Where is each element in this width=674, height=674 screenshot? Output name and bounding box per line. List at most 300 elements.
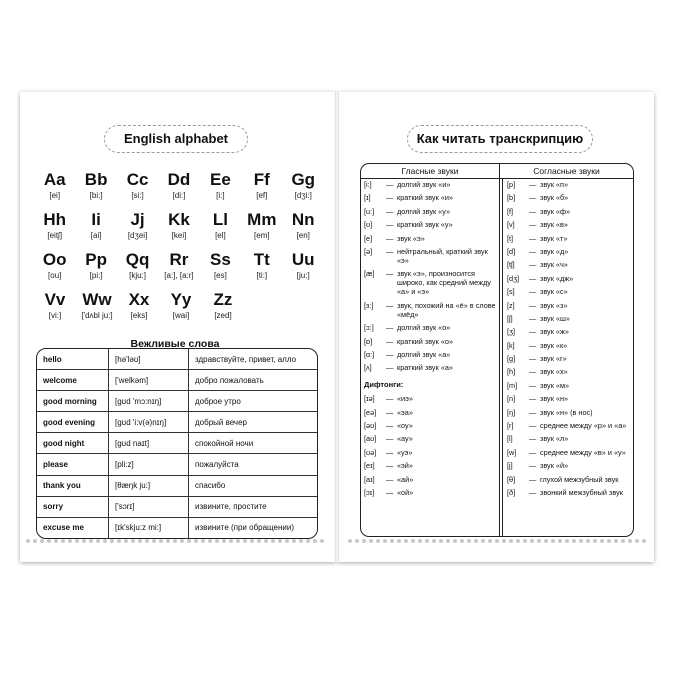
polite-russian: извините (при обращении) <box>195 523 295 533</box>
dash: — <box>529 287 537 297</box>
perforation-dot <box>250 539 254 543</box>
letter-transcription: [eitʃ] <box>47 231 63 240</box>
sound-meaning: звук «ш» <box>540 313 570 323</box>
sound-symbol: [ə] <box>364 246 373 256</box>
diphthong-item <box>364 434 497 443</box>
letter-transcription: [i:] <box>216 191 225 200</box>
polite-transcription: [θæŋk ju:] <box>109 476 189 496</box>
letter-pair: Aa <box>43 170 66 189</box>
sound-meaning: звук, похожий на «ё» в слове «мёд» <box>397 300 496 319</box>
diphthongs-list <box>364 394 497 497</box>
alphabet-letter <box>202 290 244 330</box>
diphthong-item <box>364 461 497 470</box>
letter-transcription: [bi:] <box>89 191 103 200</box>
letter-pair: Ss <box>210 250 231 269</box>
letter-pair: Hh <box>43 210 67 229</box>
sound-meaning: звук «н» <box>540 394 569 404</box>
alphabet-letter <box>160 290 202 330</box>
perforation-dot <box>404 539 408 543</box>
letter-pair: Ii <box>91 210 101 229</box>
dash: — <box>529 260 537 270</box>
dash: — <box>386 421 394 431</box>
dash: — <box>386 220 394 230</box>
polite-russian: спокойной ночи <box>195 438 254 448</box>
polite-transcription: [pli:z] <box>109 454 189 474</box>
alphabet-letter <box>117 210 158 250</box>
polite-transcription: [gʊd 'i:v(ə)nɪŋ] <box>109 412 189 432</box>
vowel-item <box>364 193 497 202</box>
diphthong-item <box>364 488 497 497</box>
perforation-dot <box>642 539 646 543</box>
alphabet-letter <box>158 170 199 210</box>
dash: — <box>386 300 394 310</box>
perforation-dot <box>138 539 142 543</box>
dash: — <box>529 367 537 377</box>
polite-row <box>37 453 317 474</box>
perforation-dot <box>40 539 44 543</box>
vowel-item <box>364 247 497 265</box>
letter-transcription: [ai] <box>90 231 102 240</box>
dash: — <box>529 340 537 350</box>
sound-meaning: звук «дж» <box>540 273 574 283</box>
dash: — <box>386 323 394 333</box>
perforation-dot <box>628 539 632 543</box>
polite-russian: доброе утро <box>195 396 241 406</box>
dash: — <box>386 246 394 256</box>
dash: — <box>529 300 537 310</box>
dash: — <box>529 474 537 484</box>
perforation-dot <box>516 539 520 543</box>
perforation-dot <box>124 539 128 543</box>
perforation-dot <box>180 539 184 543</box>
consonant-item <box>507 220 631 229</box>
letter-pair: Qq <box>125 250 150 269</box>
sound-symbol: [aʊ] <box>364 434 377 444</box>
sound-symbol: [ɔ:] <box>364 323 374 333</box>
consonant-item <box>507 488 631 497</box>
letter-pair: Tt <box>253 250 270 269</box>
sound-symbol: [m] <box>507 380 518 390</box>
perforation-dot <box>572 539 576 543</box>
dash: — <box>386 233 394 243</box>
consonant-item <box>507 314 631 323</box>
letter-transcription: ['dʌbl ju:] <box>81 311 113 320</box>
alphabet-letter <box>117 250 158 290</box>
perforation-dot <box>481 539 485 543</box>
alphabet-letter <box>241 250 282 290</box>
perforation-dot <box>369 539 373 543</box>
polite-english: sorry <box>37 497 109 517</box>
vowels-column <box>364 180 497 501</box>
dash: — <box>386 434 394 444</box>
sound-meaning: звук «п» <box>540 180 568 189</box>
sound-symbol: [aɪ] <box>364 474 375 484</box>
alphabet-letter <box>76 290 118 330</box>
dash: — <box>529 193 537 203</box>
perforation-dot <box>117 539 121 543</box>
perforation-dot <box>306 539 310 543</box>
vowel-item <box>364 234 497 243</box>
sound-symbol: [ŋ] <box>507 407 516 417</box>
letter-pair: Gg <box>291 170 316 189</box>
consonant-item <box>507 394 631 403</box>
dash: — <box>529 220 537 230</box>
sound-symbol: [z] <box>507 300 515 310</box>
alphabet-letter <box>117 170 158 210</box>
polite-transcription: [gʊd 'mɔ:nɪŋ] <box>109 391 189 411</box>
sound-symbol: [ʃ] <box>507 313 513 323</box>
perforation-dot <box>75 539 79 543</box>
consonant-item <box>507 475 631 484</box>
dash: — <box>386 180 394 189</box>
perforation-dot <box>579 539 583 543</box>
dash: — <box>529 487 537 497</box>
sound-meaning: звук «й» <box>540 461 569 471</box>
sound-meaning: «ой» <box>397 488 414 498</box>
perforation-dot <box>544 539 548 543</box>
alphabet-letter <box>283 210 324 250</box>
polite-row <box>37 496 317 517</box>
sound-symbol: [e] <box>364 233 373 243</box>
perforation-dot <box>411 539 415 543</box>
transcription-title: Как читать транскрипцию <box>407 125 593 153</box>
letter-pair: Xx <box>128 290 150 309</box>
perforation-dot <box>523 539 527 543</box>
perforation-dot <box>243 539 247 543</box>
letter-pair: Rr <box>169 250 189 269</box>
dash: — <box>386 336 394 346</box>
perforation-dot <box>474 539 478 543</box>
alphabet-letter <box>283 250 324 290</box>
column-divider-inner <box>502 178 503 536</box>
sound-meaning: звук «м» <box>540 380 570 390</box>
perforation-dot <box>348 539 352 543</box>
letter-pair: Zz <box>213 290 233 309</box>
perforation-dot <box>425 539 429 543</box>
perforation-dot <box>509 539 513 543</box>
consonant-item <box>507 274 631 283</box>
perforation-dot <box>173 539 177 543</box>
sound-meaning: звук «э» <box>397 233 425 243</box>
consonant-item <box>507 207 631 216</box>
sound-symbol: [eə] <box>364 407 377 417</box>
letter-transcription: [eks] <box>130 311 148 320</box>
polite-transcription: ['welkəm] <box>109 370 189 390</box>
polite-english: good evening <box>37 412 109 432</box>
consonant-item <box>507 434 631 443</box>
polite-russian: добрый вечер <box>195 417 247 427</box>
sound-symbol: [v] <box>507 220 515 230</box>
polite-transcription: ['sɔrɪ] <box>109 497 189 517</box>
transcription-table <box>360 163 634 537</box>
polite-english: excuse me <box>37 518 109 538</box>
perforation-dot <box>131 539 135 543</box>
sound-meaning: краткий звук «у» <box>397 220 453 230</box>
dash: — <box>386 407 394 417</box>
letter-pair: Ff <box>253 170 270 189</box>
letter-transcription: [vi:] <box>48 311 62 320</box>
perforation-dot <box>362 539 366 543</box>
letter-pair: Ll <box>212 210 228 229</box>
perforation-dot <box>61 539 65 543</box>
vowel-item <box>364 363 497 372</box>
letter-transcription: [dʒei] <box>127 231 148 240</box>
polite-russian: пожалуйста <box>195 460 239 470</box>
perforation-dot <box>159 539 163 543</box>
perforation-dot <box>208 539 212 543</box>
dash: — <box>386 488 394 498</box>
sound-symbol: [j] <box>507 461 513 471</box>
sound-symbol: [p] <box>507 180 516 189</box>
perforation-dot <box>586 539 590 543</box>
perforation-dot <box>558 539 562 543</box>
sound-meaning: звук «ф» <box>540 206 571 216</box>
polite-row <box>37 517 317 538</box>
consonant-item <box>507 354 631 363</box>
letter-transcription: [ei] <box>49 191 61 200</box>
perforation-dot <box>152 539 156 543</box>
sound-symbol: [d] <box>507 246 516 256</box>
dash: — <box>529 394 537 404</box>
perforation-dot <box>565 539 569 543</box>
letter-transcription: [wai] <box>172 311 190 320</box>
sound-meaning: краткий звук «о» <box>397 336 453 346</box>
sound-meaning: звук «э», произносится широко, как средний между «а» и «э» <box>397 269 491 297</box>
sound-symbol: [ð] <box>507 487 516 497</box>
letter-transcription: [kei] <box>171 231 187 240</box>
alphabet-letter <box>200 170 241 210</box>
sound-symbol: [ɜ:] <box>364 300 374 310</box>
sound-meaning: звук «к» <box>540 340 568 350</box>
perforation-dot <box>68 539 72 543</box>
consonant-item <box>507 301 631 310</box>
sound-meaning: звук «г» <box>540 354 567 364</box>
letter-transcription: [dʒi:] <box>294 191 312 200</box>
polite-row <box>37 411 317 432</box>
sound-meaning: звук «н» (в нос) <box>540 407 593 417</box>
sound-symbol: [θ] <box>507 474 516 484</box>
consonant-item <box>507 367 631 376</box>
polite-english: please <box>37 454 109 474</box>
vowel-item <box>364 301 497 319</box>
letter-pair: Nn <box>291 210 315 229</box>
perforation-dot <box>215 539 219 543</box>
sound-symbol: [h] <box>507 367 516 377</box>
polite-english: welcome <box>37 370 109 390</box>
sound-symbol: [dʒ] <box>507 273 520 283</box>
dash: — <box>529 421 537 431</box>
perforation-dot <box>201 539 205 543</box>
sound-meaning: краткий звук «и» <box>397 193 453 203</box>
sound-meaning: долгий звук «о» <box>397 323 451 333</box>
sound-meaning: «иэ» <box>397 394 413 404</box>
consonant-item <box>507 247 631 256</box>
alphabet-letter <box>34 210 75 250</box>
letter-pair: Ww <box>82 290 112 309</box>
perforation-dot <box>145 539 149 543</box>
polite-russian: добро пожаловать <box>195 375 264 385</box>
sound-meaning: звук «ч» <box>540 260 568 270</box>
sound-meaning: глухой межзубный звук <box>540 474 619 484</box>
sound-meaning: «уэ» <box>397 447 413 457</box>
letter-pair: Oo <box>42 250 67 269</box>
perforation-dot <box>313 539 317 543</box>
sound-meaning: звук «в» <box>540 220 568 230</box>
polite-english: good night <box>37 433 109 453</box>
alphabet-grid <box>34 170 324 330</box>
alphabet-letter <box>75 170 116 210</box>
polite-transcription: [gʊd naɪt] <box>109 433 189 453</box>
polite-english: hello <box>37 349 109 369</box>
alphabet-row <box>34 250 324 290</box>
sound-symbol: [eɪ] <box>364 461 375 471</box>
sound-meaning: звук «х» <box>540 367 568 377</box>
sound-symbol: [ʒ] <box>507 327 516 337</box>
perforation-left <box>26 539 326 545</box>
alphabet-letter <box>158 210 199 250</box>
polite-russian: здравствуйте, привет, алло <box>195 354 297 364</box>
perforation-dot <box>502 539 506 543</box>
dash: — <box>529 180 537 189</box>
perforation-dot <box>376 539 380 543</box>
alphabet-letter <box>158 250 199 290</box>
sound-meaning: долгий звук «а» <box>397 349 451 359</box>
sound-symbol: [əʊ] <box>364 421 377 431</box>
perforation-dot <box>488 539 492 543</box>
sound-symbol: [ɔɪ] <box>364 488 375 498</box>
diphthong-item <box>364 408 497 417</box>
column-divider <box>499 164 500 536</box>
dash: — <box>529 407 537 417</box>
dash: — <box>529 273 537 283</box>
perforation-dot <box>621 539 625 543</box>
letter-pair: Kk <box>168 210 190 229</box>
perforation-dot <box>551 539 555 543</box>
dash: — <box>529 447 537 457</box>
polite-transcription: [hə'ləʊ] <box>109 349 189 369</box>
sound-meaning: звук «ж» <box>540 327 569 337</box>
perforation-dot <box>292 539 296 543</box>
sound-meaning: «оу» <box>397 421 413 431</box>
diphthong-item <box>364 394 497 403</box>
sound-symbol: [u:] <box>364 206 375 216</box>
perforation-dot <box>278 539 282 543</box>
sound-symbol: [g] <box>507 354 516 364</box>
sound-meaning: звук «д» <box>540 246 569 256</box>
diphthong-item <box>364 448 497 457</box>
book-spine <box>335 92 339 562</box>
perforation-dot <box>187 539 191 543</box>
consonant-item <box>507 234 631 243</box>
vowel-item <box>364 269 497 296</box>
perforation-dot <box>299 539 303 543</box>
perforation-dot <box>26 539 30 543</box>
consonant-item <box>507 461 631 470</box>
perforation-dot <box>537 539 541 543</box>
perforation-dot <box>418 539 422 543</box>
consonant-item <box>507 421 631 430</box>
dash: — <box>529 246 537 256</box>
letter-transcription: [kju:] <box>129 271 146 280</box>
perforation-dot <box>495 539 499 543</box>
sound-symbol: [f] <box>507 206 514 216</box>
vowel-item <box>364 207 497 216</box>
alphabet-letter <box>241 210 282 250</box>
consonant-item <box>507 260 631 269</box>
letter-pair: Bb <box>84 170 108 189</box>
sound-meaning: звук «б» <box>540 193 569 203</box>
sound-meaning: среднее между «в» и «у» <box>540 447 626 457</box>
polite-russian: спасибо <box>195 481 226 491</box>
perforation-dot <box>600 539 604 543</box>
perforation-dot <box>432 539 436 543</box>
polite-row <box>37 390 317 411</box>
sound-meaning: краткий звук «а» <box>397 363 453 373</box>
sound-meaning: «ай» <box>397 474 414 484</box>
sound-symbol: [ʌ] <box>364 363 372 373</box>
perforation-dot <box>593 539 597 543</box>
consonants-header: Согласные звуки <box>500 164 633 179</box>
letter-pair: Ee <box>210 170 231 189</box>
sound-symbol: [w] <box>507 447 517 457</box>
letter-transcription: [ef] <box>256 191 268 200</box>
vowel-item <box>364 323 497 332</box>
perforation-dot <box>285 539 289 543</box>
polite-english: thank you <box>37 476 109 496</box>
perforation-dot <box>229 539 233 543</box>
vowels-list <box>364 180 497 372</box>
sound-symbol: [n] <box>507 394 516 404</box>
sound-symbol: [ʊ] <box>364 220 373 230</box>
diphthongs-title: Дифтонги: <box>364 380 404 390</box>
sound-meaning: звук «т» <box>540 233 568 243</box>
perforation-dot <box>89 539 93 543</box>
alphabet-letter <box>200 250 241 290</box>
perforation-dot <box>96 539 100 543</box>
dash: — <box>386 193 394 203</box>
perforation-dot <box>320 539 324 543</box>
sound-symbol: [i:] <box>364 180 372 189</box>
perforation-dot <box>33 539 37 543</box>
perforation-dot <box>264 539 268 543</box>
perforation-dot <box>54 539 58 543</box>
sound-symbol: [ɑ:] <box>364 349 375 359</box>
sound-meaning: среднее между «р» и «а» <box>540 421 627 431</box>
sound-meaning: звук «з» <box>540 300 568 310</box>
perforation-dot <box>47 539 51 543</box>
letter-transcription: [ti:] <box>256 271 268 280</box>
perforation-dot <box>355 539 359 543</box>
perforation-dot <box>236 539 240 543</box>
perforation-dot <box>446 539 450 543</box>
sound-symbol: [s] <box>507 287 515 297</box>
letter-pair: Pp <box>85 250 107 269</box>
sound-symbol: [r] <box>507 421 514 431</box>
sound-symbol: [æ] <box>364 269 375 279</box>
dash: — <box>529 206 537 216</box>
perforation-dot <box>453 539 457 543</box>
alphabet-letter <box>283 170 324 210</box>
letter-transcription: [ou] <box>48 271 62 280</box>
sound-meaning: долгий звук «у» <box>397 206 451 216</box>
letter-transcription: [el] <box>215 231 226 240</box>
letter-pair: Cc <box>126 170 149 189</box>
consonant-item <box>507 193 631 202</box>
sound-symbol: [ʊə] <box>364 447 377 457</box>
letter-transcription: [pi:] <box>89 271 103 280</box>
perforation-dot <box>257 539 261 543</box>
polite-words-title: Вежливые слова <box>130 338 220 350</box>
